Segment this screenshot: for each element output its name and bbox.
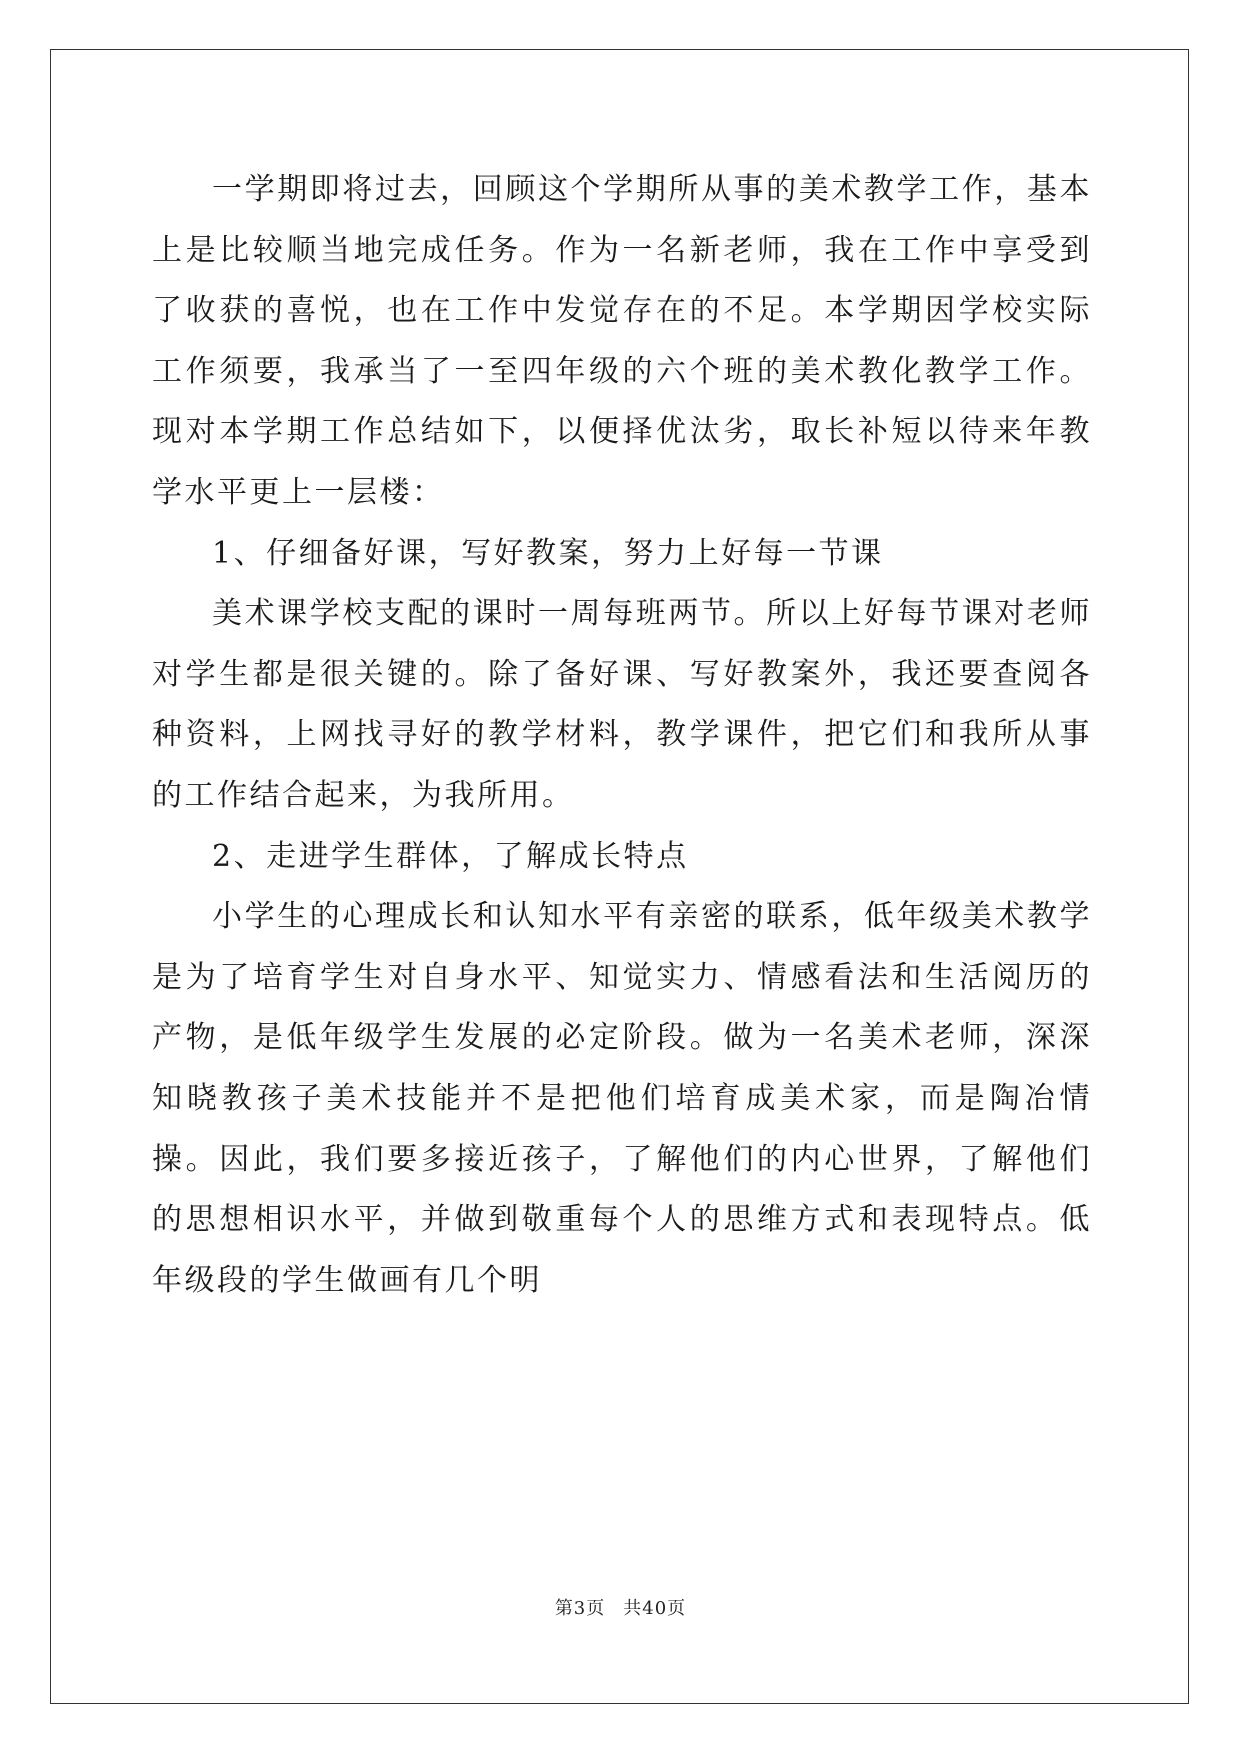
paragraph-section-2: 小学生的心理成长和认知水平有亲密的联系，低年级美术教学是为了培育学生对自身水平、知觉实力、情感看法和生活阅历的产物，是低年级学生发展的必定阶段。做为一名美术老师，深深知晓教孩子美术技能并不是把他们培育成美术家，而是陶冶情操。因此，我们要多接近孩子，了解他们的内心世界，了解他们的思想相识水平，并做到敬重每个人的思维方式和表现特点。低年级段的学生做画有几个明: [152, 899, 1092, 1298]
page-number-total: 共40页: [623, 1598, 687, 1619]
page-number-current: 第3页: [554, 1598, 606, 1619]
section-heading-1: 1、仔细备好课，写好教案，努力上好每一节课: [212, 535, 884, 571]
paragraph-section-1: 美术课学校支配的课时一周每班两节。所以上好每节课对老师对学生都是很关键的。除了备好课、写好教案外，我还要查阅各种资料，上网找寻好的教学材料，教学课件，把它们和我所从事的工作结合起来，为我所用。: [152, 596, 1092, 813]
paragraph-intro: 一学期即将过去，回顾这个学期所从事的美术教学工作，基本上是比较顺当地完成任务。作为一名新老师，我在工作中享受到了收获的喜悦，也在工作中发觉存在的不足。本学期因学校实际工作须要，我承当了一至四年级的六个班的美术教化教学工作。现对本学期工作总结如下，以便择优汰劣，取长补短以待来年教学水平更上一层楼：: [152, 172, 1092, 510]
section-heading-2: 2、走进学生群体，了解成长特点: [212, 838, 689, 874]
page-footer: [0, 1594, 1241, 1620]
document-body: [152, 160, 1092, 1311]
